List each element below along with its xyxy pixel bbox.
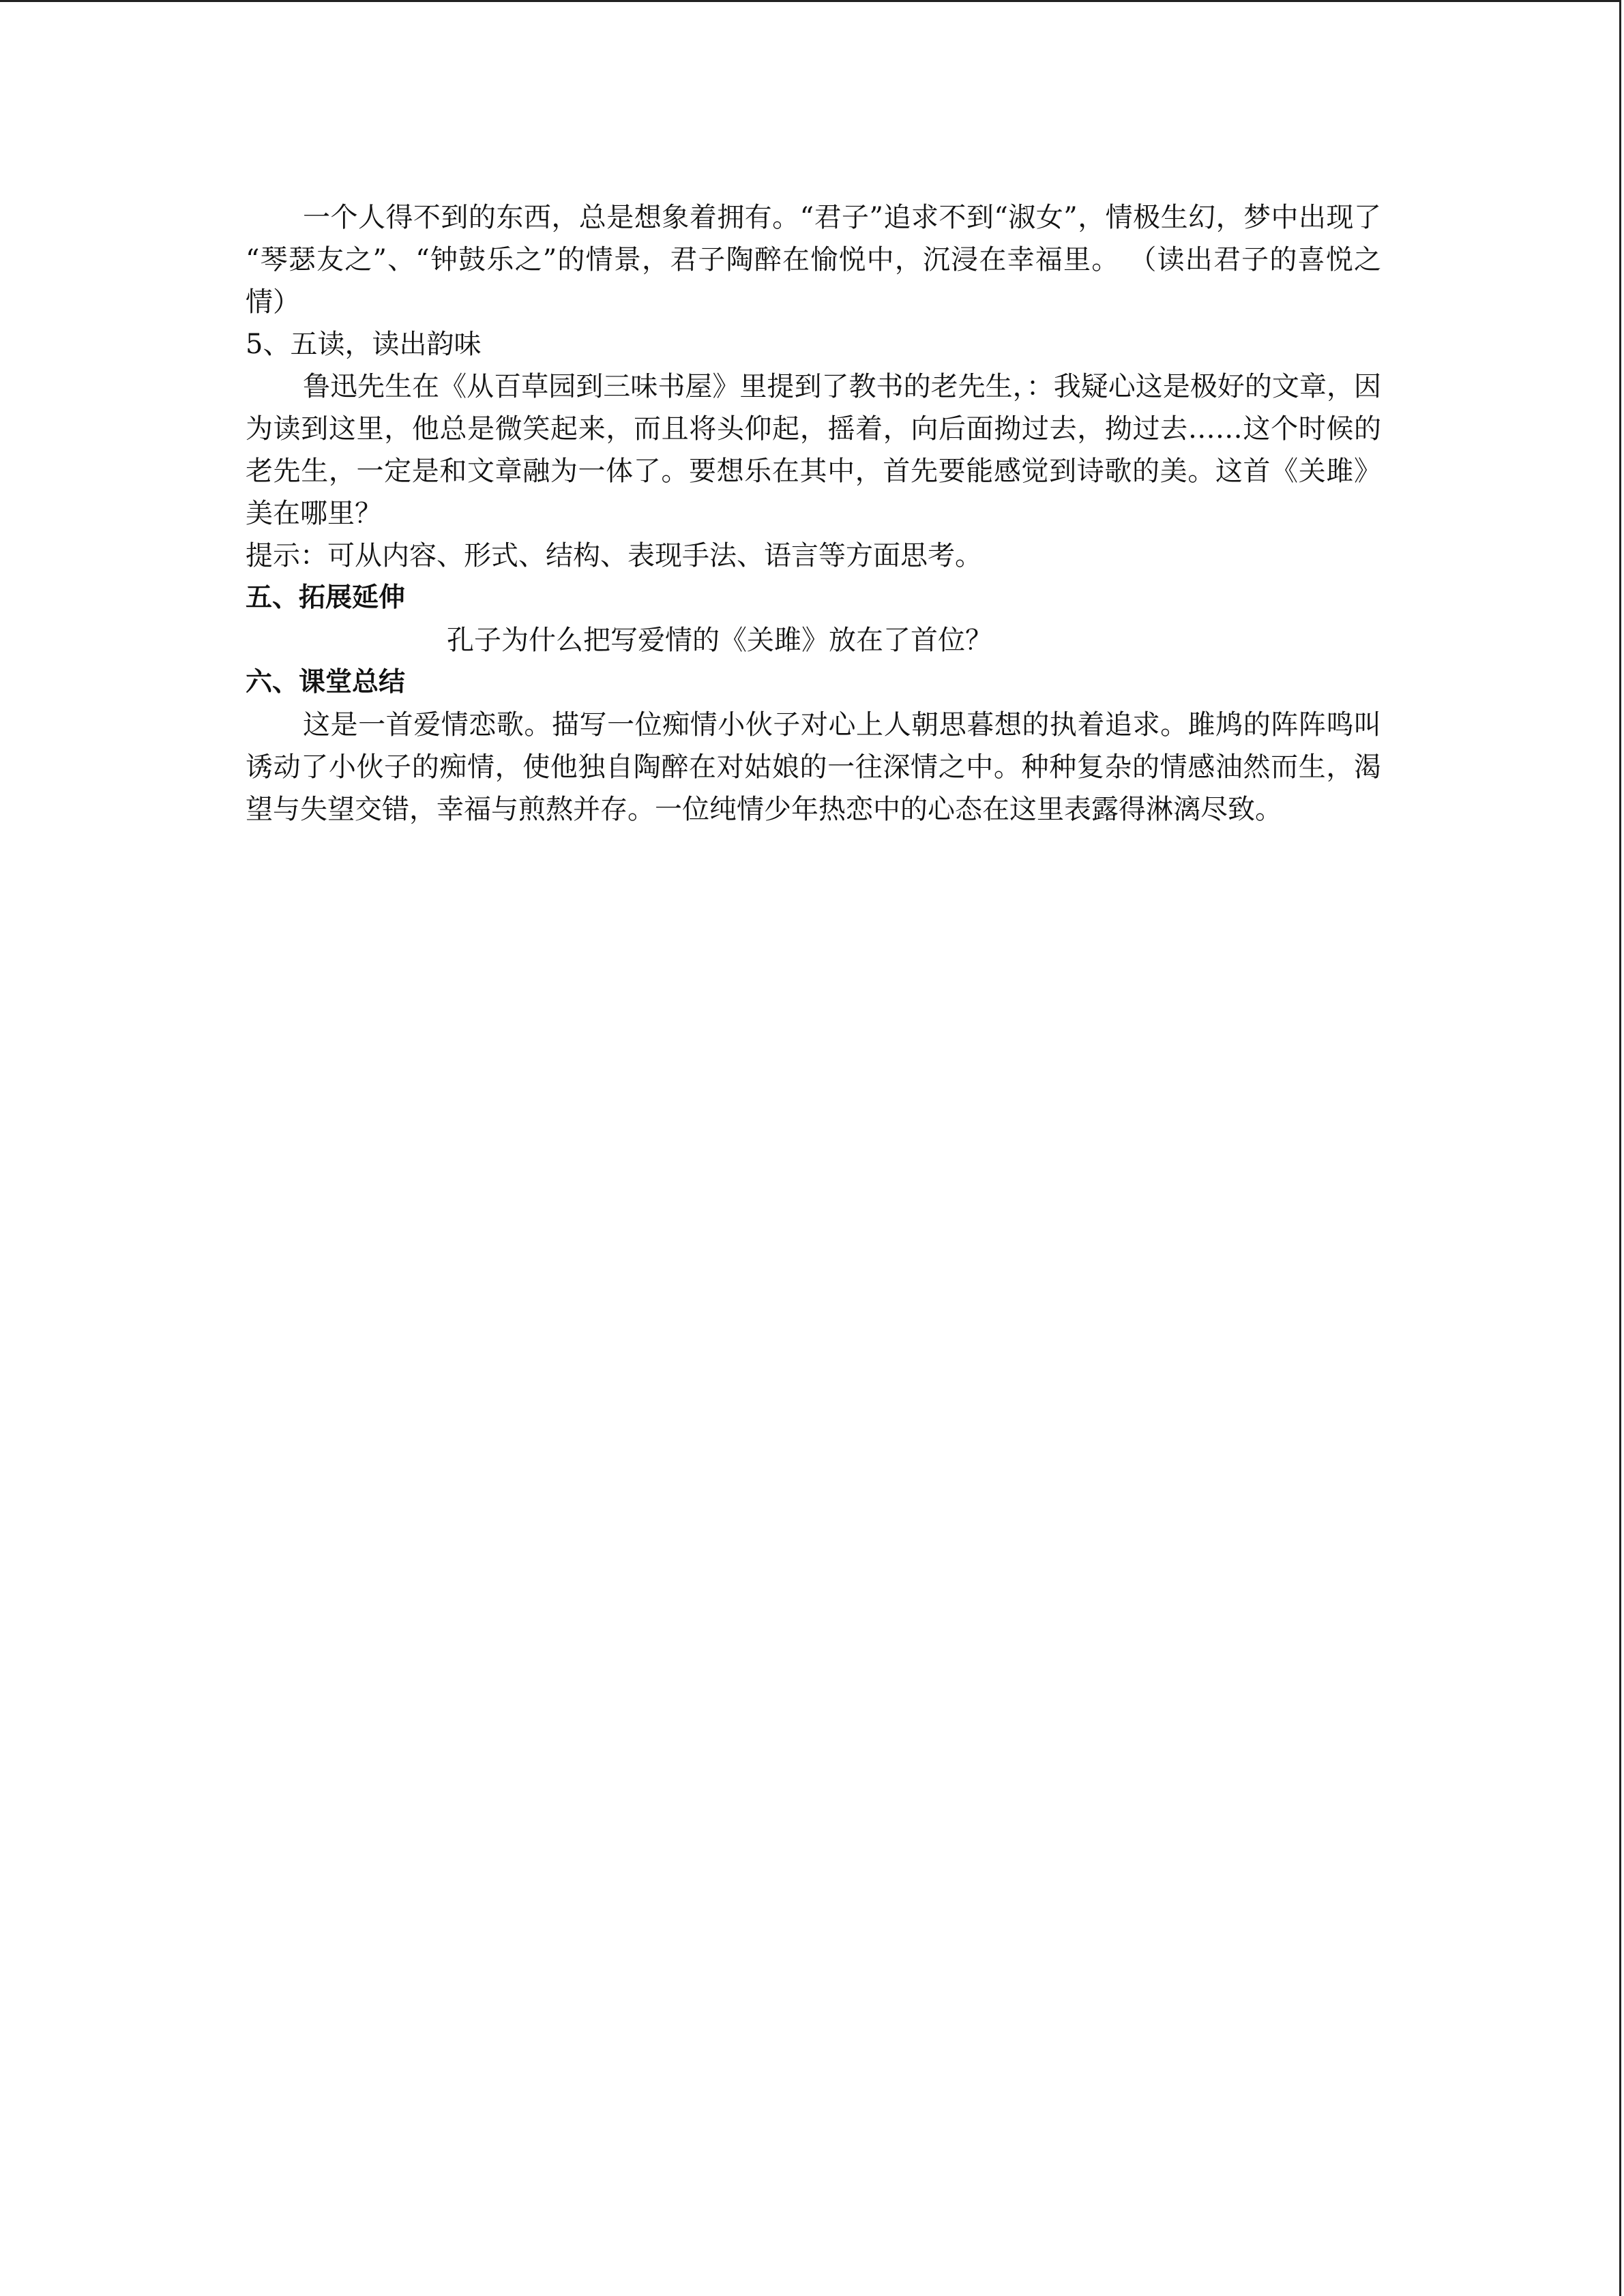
paragraph-summary: 这是一首爱情恋歌。描写一位痴情小伙子对心上人朝思暮想的执着追求。雎鸠的阵阵鸣叫诱动了小伙子的痴情，使他独自陶醉在对姑娘的一往深情之中。种种复杂的情感油然而生，渴望与失望交错，幸福与煎熬并存。一位纯情少年热恋中的心态在这里表露得淋漓尽致。	[246, 709, 1381, 825]
step-five-title: 5、五读，读出韵味	[246, 329, 482, 360]
paragraph-luxun: 鲁迅先生在《从百草园到三味书屋》里提到了教书的老先生，：我疑心这是极好的文章，因为读到这里，他总是微笑起来，而且将头仰起，摇着，向后面拗过去，拗过去……这个时候的老先生，一定是和文章融为一体了。要想乐在其中，首先要能感觉到诗歌的美。这首《关雎》美在哪里？	[246, 371, 1381, 529]
section-heading-summary: 六、课堂总结	[246, 667, 406, 698]
hint-text: 提示：可从内容、形式、结构、表现手法、语言等方面思考。	[246, 540, 982, 571]
extension-question: 孔子为什么把写爱情的《关雎》放在了首位？	[447, 625, 992, 656]
section-heading-extension: 五、拓展延伸	[246, 582, 406, 613]
document-body	[246, 196, 1381, 831]
paragraph-imagination: 一个人得不到的东西，总是想象着拥有。“君子”追求不到“淑女”，情极生幻，梦中出现了 “琴瑟友之”、“钟鼓乐之”的情景，君子陶醉在愉悦中，沉浸在幸福里。 （读出君子的喜悦之情）	[246, 202, 1381, 318]
